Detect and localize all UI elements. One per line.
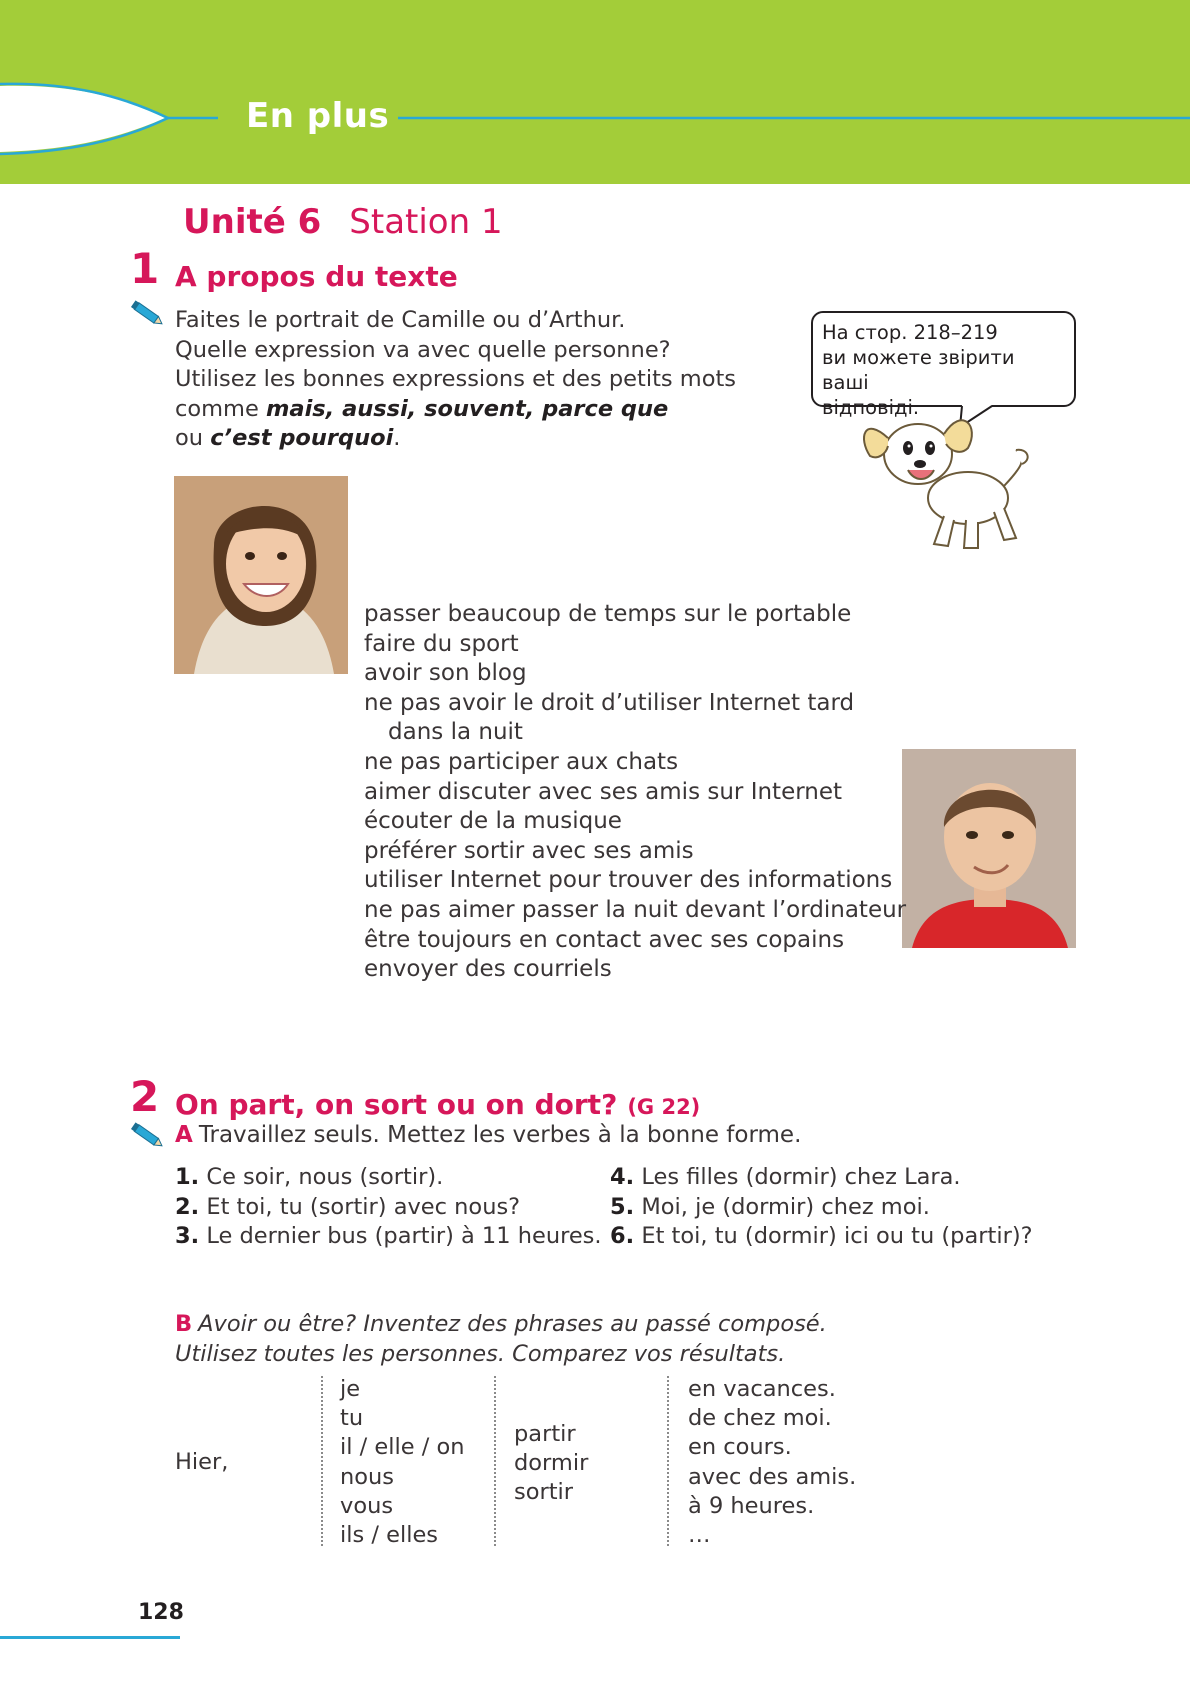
- exercise-1-number: 1: [130, 244, 160, 293]
- sentence-number: 3.: [175, 1223, 200, 1249]
- girl-portrait: [174, 476, 348, 674]
- list-item-continuation: dans la nuit: [388, 719, 523, 746]
- sentences-left: [175, 1163, 602, 1252]
- exercise-2-number: 2: [130, 1072, 160, 1121]
- list-item: préférer sortir avec ses amis: [364, 837, 694, 864]
- column-divider: [494, 1376, 496, 1546]
- sentence-text: Et toi, tu (dormir) ici ou tu (partir)?: [634, 1223, 1033, 1249]
- sentence-text: Et toi, tu (sortir) avec nous?: [199, 1193, 521, 1220]
- task-a-text: Travaillez seuls. Mettez les verbes à la bonne forme.: [198, 1122, 802, 1148]
- task-b-text: Avoir ou être? Inventez des phrases au passé composé.: [198, 1311, 827, 1337]
- bubble-line: відповіді.: [822, 396, 920, 419]
- speech-bubble: [811, 311, 1076, 419]
- list-item: être toujours en contact avec ses copains: [364, 926, 845, 953]
- instruction-line: [175, 424, 736, 454]
- list-item: aimer discuter avec ses amis sur Internet: [364, 778, 843, 805]
- exercise-2-title-text: On part, on sort ou on dort?: [175, 1088, 618, 1121]
- verb: dormir: [514, 1450, 589, 1477]
- ending: en vacances.: [688, 1376, 836, 1402]
- footer-rule: [0, 1636, 180, 1639]
- sentences-right: [610, 1163, 1033, 1252]
- sentence: [175, 1163, 602, 1193]
- photo-arthur: [902, 749, 1076, 948]
- sentence-number: 1.: [175, 1164, 200, 1190]
- connector-words: mais, aussi, souvent, parce que: [265, 395, 669, 422]
- ending: …: [688, 1522, 711, 1549]
- exercise-2-title: [175, 1088, 700, 1121]
- sentence-text: Le dernier bus (partir) à 11 heures.: [199, 1223, 602, 1249]
- pronoun: il / elle / on: [340, 1434, 465, 1461]
- sentence: [610, 1163, 1033, 1193]
- ending: de chez moi.: [688, 1405, 832, 1432]
- task-b-line: Utilisez toutes les personnes. Comparez vos résultats.: [175, 1340, 786, 1367]
- boy-portrait: [902, 749, 1076, 948]
- verb: partir: [514, 1421, 576, 1447]
- ending: en cours.: [688, 1434, 792, 1461]
- instruction-text: .: [393, 425, 401, 451]
- table-col-endings: [688, 1375, 856, 1550]
- list-item: avoir son blog: [364, 660, 527, 687]
- task-label: A: [175, 1122, 193, 1148]
- pronoun: nous: [340, 1463, 395, 1490]
- unit-heading: [183, 202, 503, 242]
- task-b-line: [175, 1310, 827, 1340]
- grammar-reference: (G 22): [627, 1095, 701, 1119]
- verb: sortir: [514, 1479, 574, 1506]
- pronoun: je: [340, 1376, 361, 1402]
- sentence-text: Ce soir, nous (sortir).: [199, 1164, 444, 1190]
- list-item: envoyer des courriels: [364, 956, 612, 983]
- sentence-number: 6.: [610, 1223, 635, 1249]
- expression-list: [364, 600, 906, 985]
- ending: à 9 heures.: [688, 1492, 815, 1519]
- pronoun: vous: [340, 1492, 394, 1519]
- list-item: passer beaucoup de temps sur le portable: [364, 601, 852, 627]
- column-divider: [667, 1376, 669, 1546]
- sentence-number: 4.: [610, 1164, 635, 1190]
- pronoun: tu: [340, 1405, 364, 1432]
- list-item: utiliser Internet pour trouver des informations: [364, 867, 893, 894]
- exercise-1-instructions: [175, 306, 736, 454]
- task-b-instruction: [175, 1310, 827, 1369]
- instruction-text: comme: [175, 395, 266, 422]
- table-col-time: Hier,: [175, 1449, 229, 1475]
- list-item: faire du sport: [364, 630, 519, 657]
- pronoun: ils / elles: [340, 1522, 439, 1549]
- instruction-text: ou: [175, 425, 211, 451]
- task-a-instruction: [175, 1122, 801, 1148]
- banner-wave-decoration: [0, 0, 1190, 184]
- instruction-line: [175, 395, 736, 425]
- bubble-line: ви можете звірити ваші: [822, 346, 1015, 394]
- unit-label: Unité 6: [183, 202, 322, 242]
- task-label: B: [175, 1311, 193, 1337]
- instruction-line: Utilisez les bonnes expressions et des petits mots: [175, 366, 737, 392]
- section-title: En plus: [246, 96, 390, 136]
- sentence: [610, 1222, 1033, 1252]
- list-item: ne pas aimer passer la nuit devant l’ordinateur: [364, 896, 907, 923]
- instruction-line: Quelle expression va avec quelle personne?: [175, 336, 671, 363]
- sentence: [610, 1193, 1033, 1223]
- table-col-verbs: [514, 1420, 588, 1508]
- sentence-number: 5.: [610, 1193, 635, 1220]
- column-divider: [321, 1376, 323, 1546]
- list-item: écouter de la musique: [364, 808, 622, 835]
- instruction-line: Faites le portrait de Camille ou d’Arthur.: [175, 307, 626, 333]
- connector-words: c’est pourquoi: [210, 425, 394, 451]
- bubble-line: На стор. 218–219: [822, 321, 998, 344]
- station-label: Station 1: [349, 202, 503, 242]
- pencil-icon: [130, 298, 166, 330]
- list-item: ne pas participer aux chats: [364, 748, 679, 775]
- page-number: 128: [138, 1600, 184, 1625]
- list-item: ne pas avoir le droit d’utiliser Internet tard: [364, 689, 855, 716]
- sentence: [175, 1193, 602, 1223]
- exercise-1-title: A propos du texte: [175, 260, 458, 293]
- sentence-text: Moi, je (dormir) chez moi.: [634, 1193, 930, 1220]
- sentence: [175, 1222, 602, 1252]
- ending: avec des amis.: [688, 1463, 857, 1490]
- pencil-icon: [130, 1120, 166, 1152]
- photo-camille: [174, 476, 348, 674]
- sentence-text: Les filles (dormir) chez Lara.: [634, 1164, 961, 1190]
- dog-mascot: [856, 398, 1036, 558]
- sentence-number: 2.: [175, 1193, 200, 1220]
- table-col-pronouns: [340, 1375, 465, 1550]
